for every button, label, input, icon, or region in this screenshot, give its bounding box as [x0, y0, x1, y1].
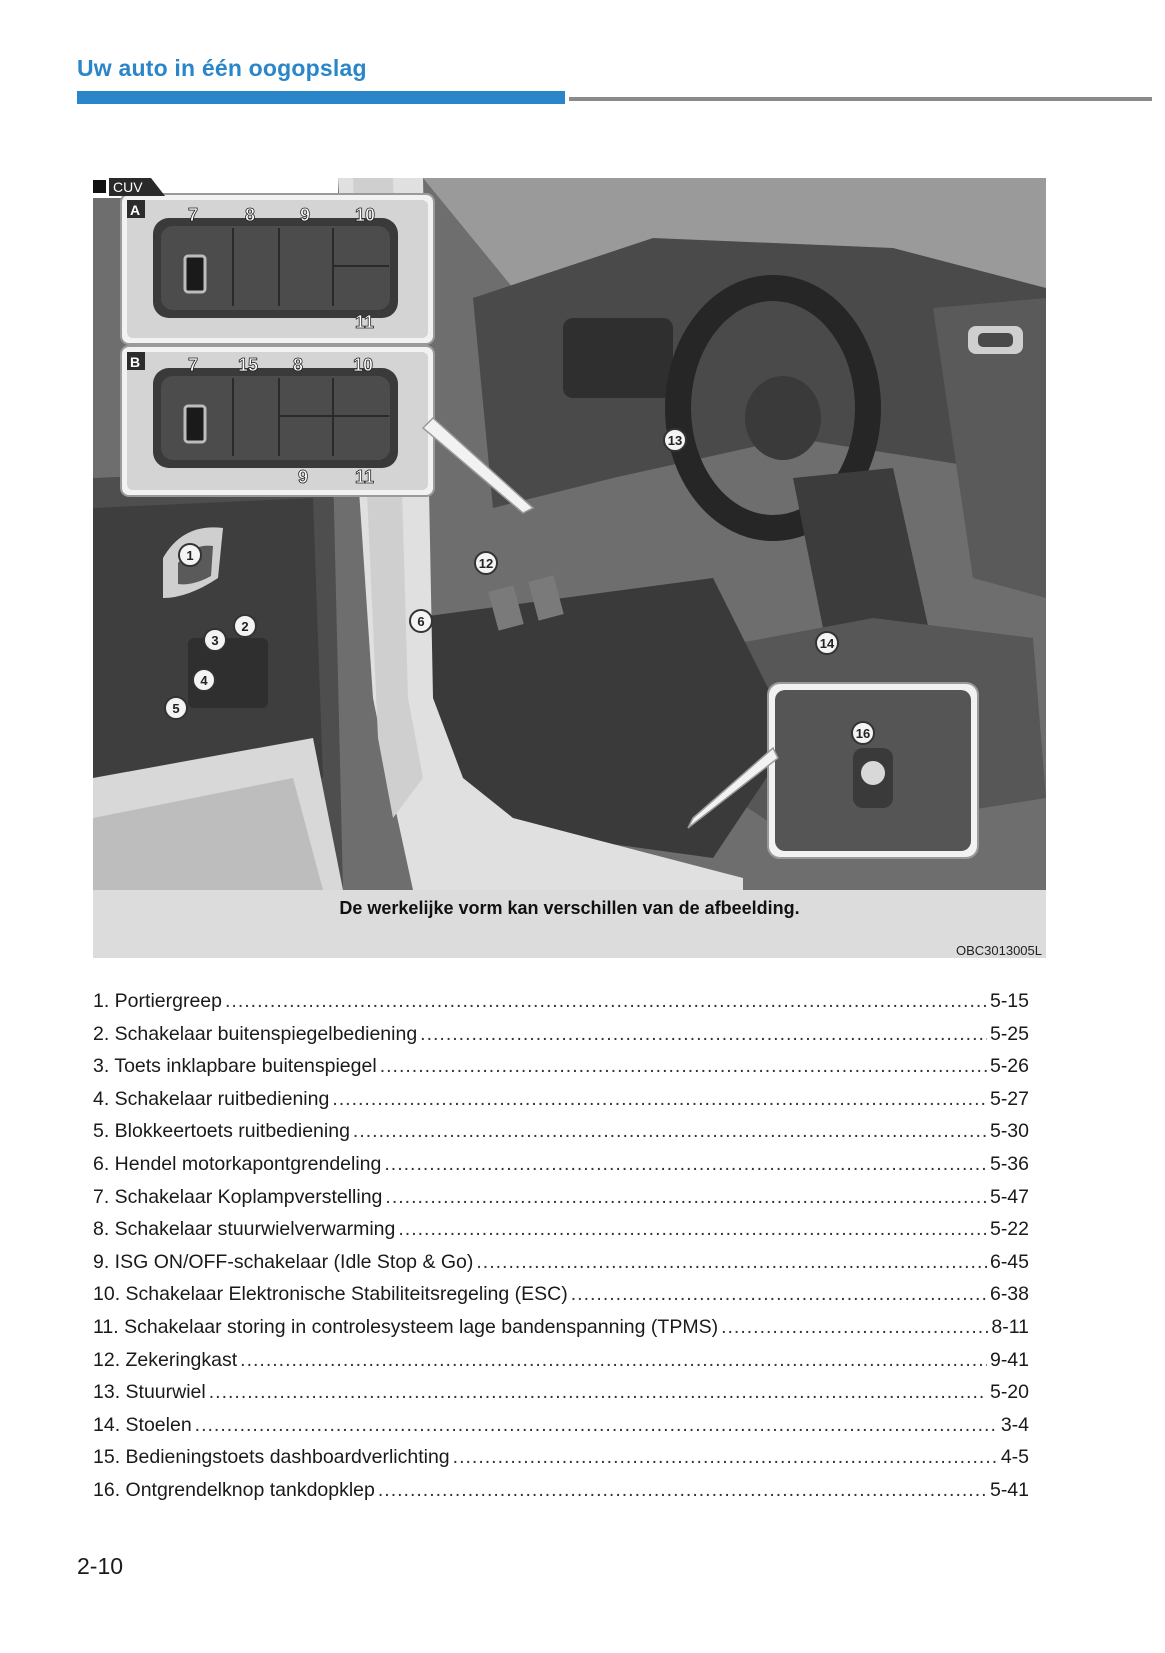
panel-b-number: 9 [298, 467, 309, 487]
list-item-label: 10. Schakelaar Elektronische Stabiliteitsregeling (ESC) [93, 1283, 568, 1306]
car-interior-figure [93, 178, 1046, 958]
callout-badge [234, 615, 256, 637]
dot-leader [571, 1283, 987, 1306]
list-item-label: 5. Blokkeertoets ruitbediening [93, 1120, 350, 1143]
dot-leader [240, 1349, 987, 1372]
dot-leader [209, 1381, 987, 1404]
panel-b-number: 7 [188, 355, 199, 375]
list-item [93, 1316, 1029, 1349]
list-item-label: 16. Ontgrendelknop tankdopklep [93, 1478, 375, 1501]
callout-badge [193, 669, 215, 691]
list-item-page: 8-11 [991, 1315, 1029, 1338]
list-item [93, 1349, 1029, 1382]
list-item-page: 5-20 [989, 1381, 1029, 1404]
svg-text:2: 2 [241, 619, 249, 634]
list-item-page: 6-38 [989, 1283, 1029, 1306]
panel-a-letter: A [130, 202, 141, 218]
dot-leader [353, 1120, 987, 1143]
variant-label: CUV [113, 179, 143, 195]
callout-badge [475, 552, 497, 574]
list-item-label: 7. Schakelaar Koplampverstelling [93, 1185, 383, 1208]
list-item-page: 5-27 [989, 1087, 1029, 1110]
list-item-page: 5-41 [989, 1478, 1029, 1501]
list-item-label: 3. Toets inklapbare buitenspiegel [93, 1055, 377, 1078]
list-item [93, 1186, 1029, 1219]
list-item-page: 4-5 [1000, 1446, 1029, 1469]
list-item-page: 5-47 [989, 1185, 1029, 1208]
figure-caption: De werkelijke vorm kan verschillen van de afbeelding. [339, 898, 800, 918]
panel-b-number: 10 [353, 355, 374, 375]
list-item-label: 12. Zekeringkast [93, 1348, 238, 1371]
component-index-list [93, 990, 1029, 1512]
list-item-label: 11. Schakelaar storing in controlesysteem lage bandenspanning (TPMS) [93, 1315, 719, 1338]
panel-b-number: 15 [238, 355, 259, 375]
panel-a-number: 10 [355, 205, 376, 225]
panel-a-number: 9 [300, 205, 311, 225]
callout-badge [165, 697, 187, 719]
page-section-title: Uw auto in één oogopslag [77, 55, 367, 81]
header-rule [569, 97, 1152, 101]
header-accent-bar [77, 91, 565, 104]
list-item-label: 9. ISG ON/OFF-schakelaar (Idle Stop & Go) [93, 1250, 474, 1273]
svg-text:1: 1 [186, 548, 194, 563]
list-item-label: 14. Stoelen [93, 1413, 192, 1436]
dot-leader [225, 990, 987, 1013]
dot-leader [721, 1316, 988, 1339]
callout-badge [664, 429, 686, 451]
list-item [93, 1414, 1029, 1447]
panel-a-number: 7 [188, 205, 199, 225]
list-item-page: 5-15 [989, 990, 1029, 1012]
list-item-page: 5-36 [989, 1152, 1029, 1175]
list-item-label: 15. Bedieningstoets dashboardverlichting [93, 1446, 450, 1469]
svg-text:13: 13 [667, 433, 683, 448]
list-item-page: 9-41 [989, 1348, 1029, 1371]
svg-text:12: 12 [478, 556, 494, 571]
dot-leader [380, 1055, 987, 1078]
list-item [93, 1283, 1029, 1316]
list-item-label: 13. Stuurwiel [93, 1381, 206, 1404]
list-item [93, 1381, 1029, 1414]
panel-a-number: 8 [245, 205, 256, 225]
list-item [93, 1218, 1029, 1251]
dot-leader [385, 1186, 987, 1209]
dot-leader [398, 1218, 987, 1241]
variant-marker-icon [93, 180, 106, 193]
list-item-label: 8. Schakelaar stuurwielverwarming [93, 1218, 396, 1241]
figure-code: OBC3013005L [955, 943, 1042, 958]
svg-text:5: 5 [172, 701, 180, 716]
list-item-label: 6. Hendel motorkapontgrendeling [93, 1152, 382, 1175]
list-item [93, 1251, 1029, 1284]
callout-badge [204, 629, 226, 651]
dot-leader [420, 1023, 987, 1046]
panel-a-number: 11 [355, 312, 375, 332]
list-item-label: 4. Schakelaar ruitbediening [93, 1087, 330, 1110]
list-item-page: 5-25 [989, 1022, 1029, 1045]
panel-b-number: 11 [355, 467, 375, 487]
panel-b-letter: B [130, 354, 141, 370]
dot-leader [453, 1446, 998, 1469]
dot-leader [195, 1414, 998, 1437]
callout-badge [852, 722, 874, 744]
callout-badge [179, 544, 201, 566]
svg-text:14: 14 [819, 636, 835, 651]
list-item [93, 1088, 1029, 1121]
panel-b-number: 8 [293, 355, 304, 375]
list-item [93, 1479, 1029, 1512]
list-item-page: 3-4 [1000, 1413, 1029, 1436]
callout-badge [816, 632, 838, 654]
dot-leader [332, 1088, 987, 1111]
callout-badge [410, 610, 432, 632]
list-item-page: 5-26 [989, 1055, 1029, 1078]
panel-a-inset [121, 194, 434, 344]
svg-text:16: 16 [855, 726, 871, 741]
list-item-page: 5-22 [989, 1218, 1029, 1241]
list-item [93, 1023, 1029, 1056]
list-item-page: 5-30 [989, 1120, 1029, 1143]
list-item-label: 2. Schakelaar buitenspiegelbediening [93, 1022, 418, 1045]
list-item [93, 1055, 1029, 1088]
dot-leader [378, 1479, 987, 1502]
page-number: 2-10 [77, 1553, 124, 1579]
list-item [93, 1153, 1029, 1186]
svg-text:3: 3 [211, 633, 219, 648]
list-item [93, 990, 1029, 1023]
dot-leader [476, 1251, 987, 1274]
list-item [93, 1446, 1029, 1479]
svg-text:4: 4 [200, 673, 208, 688]
list-item-label: 1. Portiergreep [93, 990, 222, 1012]
list-item-page: 6-45 [989, 1250, 1029, 1273]
dot-leader [384, 1153, 987, 1176]
car-interior-illustration [93, 178, 1046, 890]
list-item [93, 1120, 1029, 1153]
svg-text:6: 6 [417, 614, 425, 629]
